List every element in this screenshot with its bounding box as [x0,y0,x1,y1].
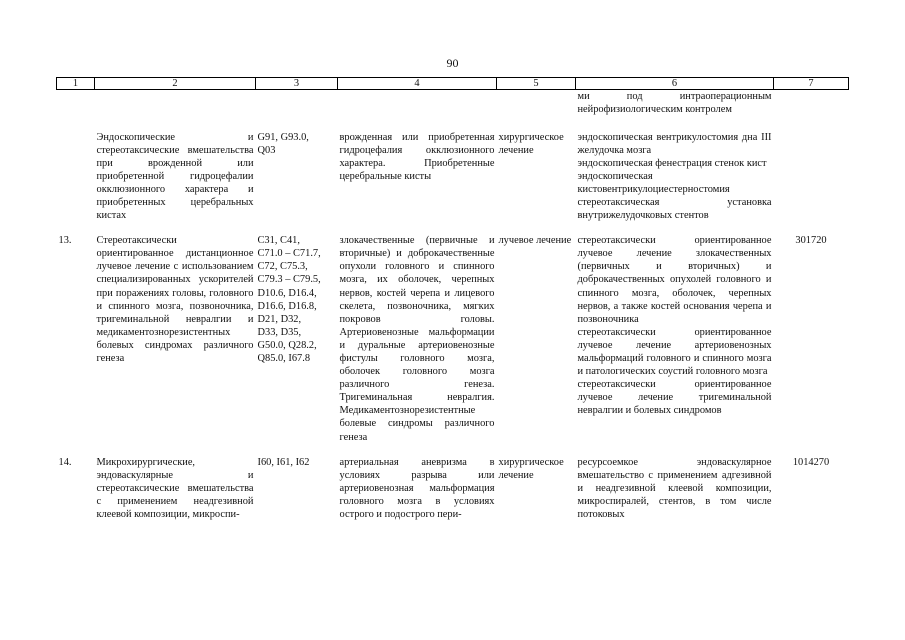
code-line: G91, G93.0, [257,131,309,143]
code-line: C31, C41, [257,235,300,247]
row-codes [256,234,338,444]
row-name: Эндоскопические и стереотаксические вмешательства при врожденной или приобретенной гидроцефалии окклюзионного характера и приобретенных церебральных кистах [96,131,254,222]
method-item: эндоскопическая кистовентрикулоциестерностомия [577,170,730,195]
row-number: 13. [58,235,72,247]
column-header-5: 5 [497,78,576,90]
code-line: Q85.0, I67.8 [257,353,311,364]
column-header-7: 7 [774,78,849,90]
continuation-row [57,90,849,131]
row-name: Стереотаксически ориентированное дистанционное лучевое лечение с использованием специализированных ускорителей при поражениях головы, головного и спинного мозга, позвоночника, тригеминальной невралгии и медикаментознорезистентных болевых синдромах различного генеза [96,235,254,364]
row-methods [576,131,774,223]
method-item: эндоскопическая фенестрация стенок кист [577,157,767,169]
method-item: стереотаксически ориентированное лучевое лечение артериовенозных мальформаций головного и спинного мозга и патологических соустий головного мозга [577,326,772,378]
row-diagnosis: врожденная или приобретенная гидроцефалия окклюзионного характера. Приобретенные церебральные кисты [339,131,495,182]
code-line: C71.0 – C71.7, [257,248,321,260]
code-line: G50.0, Q28.2, [257,339,317,351]
code-line: D21, D32, [257,313,302,325]
code-line: C72, C75.3, [257,261,308,273]
table-row [57,456,849,521]
method-item: стереотаксически ориентированное лучевое лечение злокачественных (первичных и вторичных) и доброкачественных опухолей головного и спинного мозга, оболочек, черепных нервов, а также костей основания черепа и позвоночника [577,235,772,325]
row-price [774,131,849,223]
row-diagnosis: артериальная аневризма в условиях разрыва или артериовенозная мальформация головного мозга в условиях острого и подострого пери- [339,456,495,521]
column-header-6: 6 [576,78,774,90]
row-treatment: лучевое лечение [498,235,572,247]
table-row [57,131,849,223]
code-line: Q03 [257,144,276,156]
method-item: эндоскопическая вентрикулостомия дна III желудочка мозга [577,131,772,156]
code-line: D33, D35, [257,326,302,338]
continuation-methods: ми под интраоперационным нейрофизиологическим контролем [577,91,772,116]
column-header-4: 4 [338,78,497,90]
row-name: Микрохирургические, эндоваскулярные и стереотаксические вмешательства с применением неадгезивной клеевой композиции, микроспи- [96,456,254,521]
services-table [56,77,849,521]
row-number [57,131,95,223]
method-item: стереотаксически ориентированное лучевое лечение тригеминальной невралгии и болевых синдромов [577,379,772,417]
method-item: ресурсоемкое эндоваскулярное вмешательство с применением адгезивной и неадгезивной клеевой композиции, микроспиралей, стентов, в том числе потоковых [577,456,772,521]
table-row [57,234,849,444]
row-codes [256,131,338,223]
row-diagnosis: злокачественные (первичные и вторичные) и доброкачественные опухоли головного и спинного мозга, их оболочек, черепных нервов, костей черепа и лицевого скелета, позвоночника, мягких покровов головы. Артериовенозные мальформации и дуральные артериовенозные фистулы головного мозга, оболочек головного мозга различного генеза. Тригеминальная невралгия. Медикаментознорезистентные болевые синдромы различного генеза [339,235,495,443]
row-price: 301720 [795,235,827,247]
code-line: C79.3 – C79.5, [257,274,321,286]
method-item: стереотаксическая установка внутрижелудочковых стентов [577,196,772,222]
column-number-header [57,78,849,90]
code-line: D10.6, D16.4, [257,287,317,299]
row-methods [576,234,774,444]
row-number: 14. [58,456,72,468]
row-methods [576,456,774,521]
column-header-2: 2 [95,78,256,90]
page-number: 90 [446,56,459,70]
row-codes [256,456,338,521]
column-header-1: 1 [57,78,95,90]
row-treatment: хирургическое лечение [498,131,564,156]
row-price: 1014270 [792,456,830,468]
code-line: I60, I61, I62 [257,456,310,468]
code-line: D16.6, D16.8, [257,300,317,312]
row-treatment: хирургическое лечение [498,456,564,481]
column-header-3: 3 [256,78,338,90]
